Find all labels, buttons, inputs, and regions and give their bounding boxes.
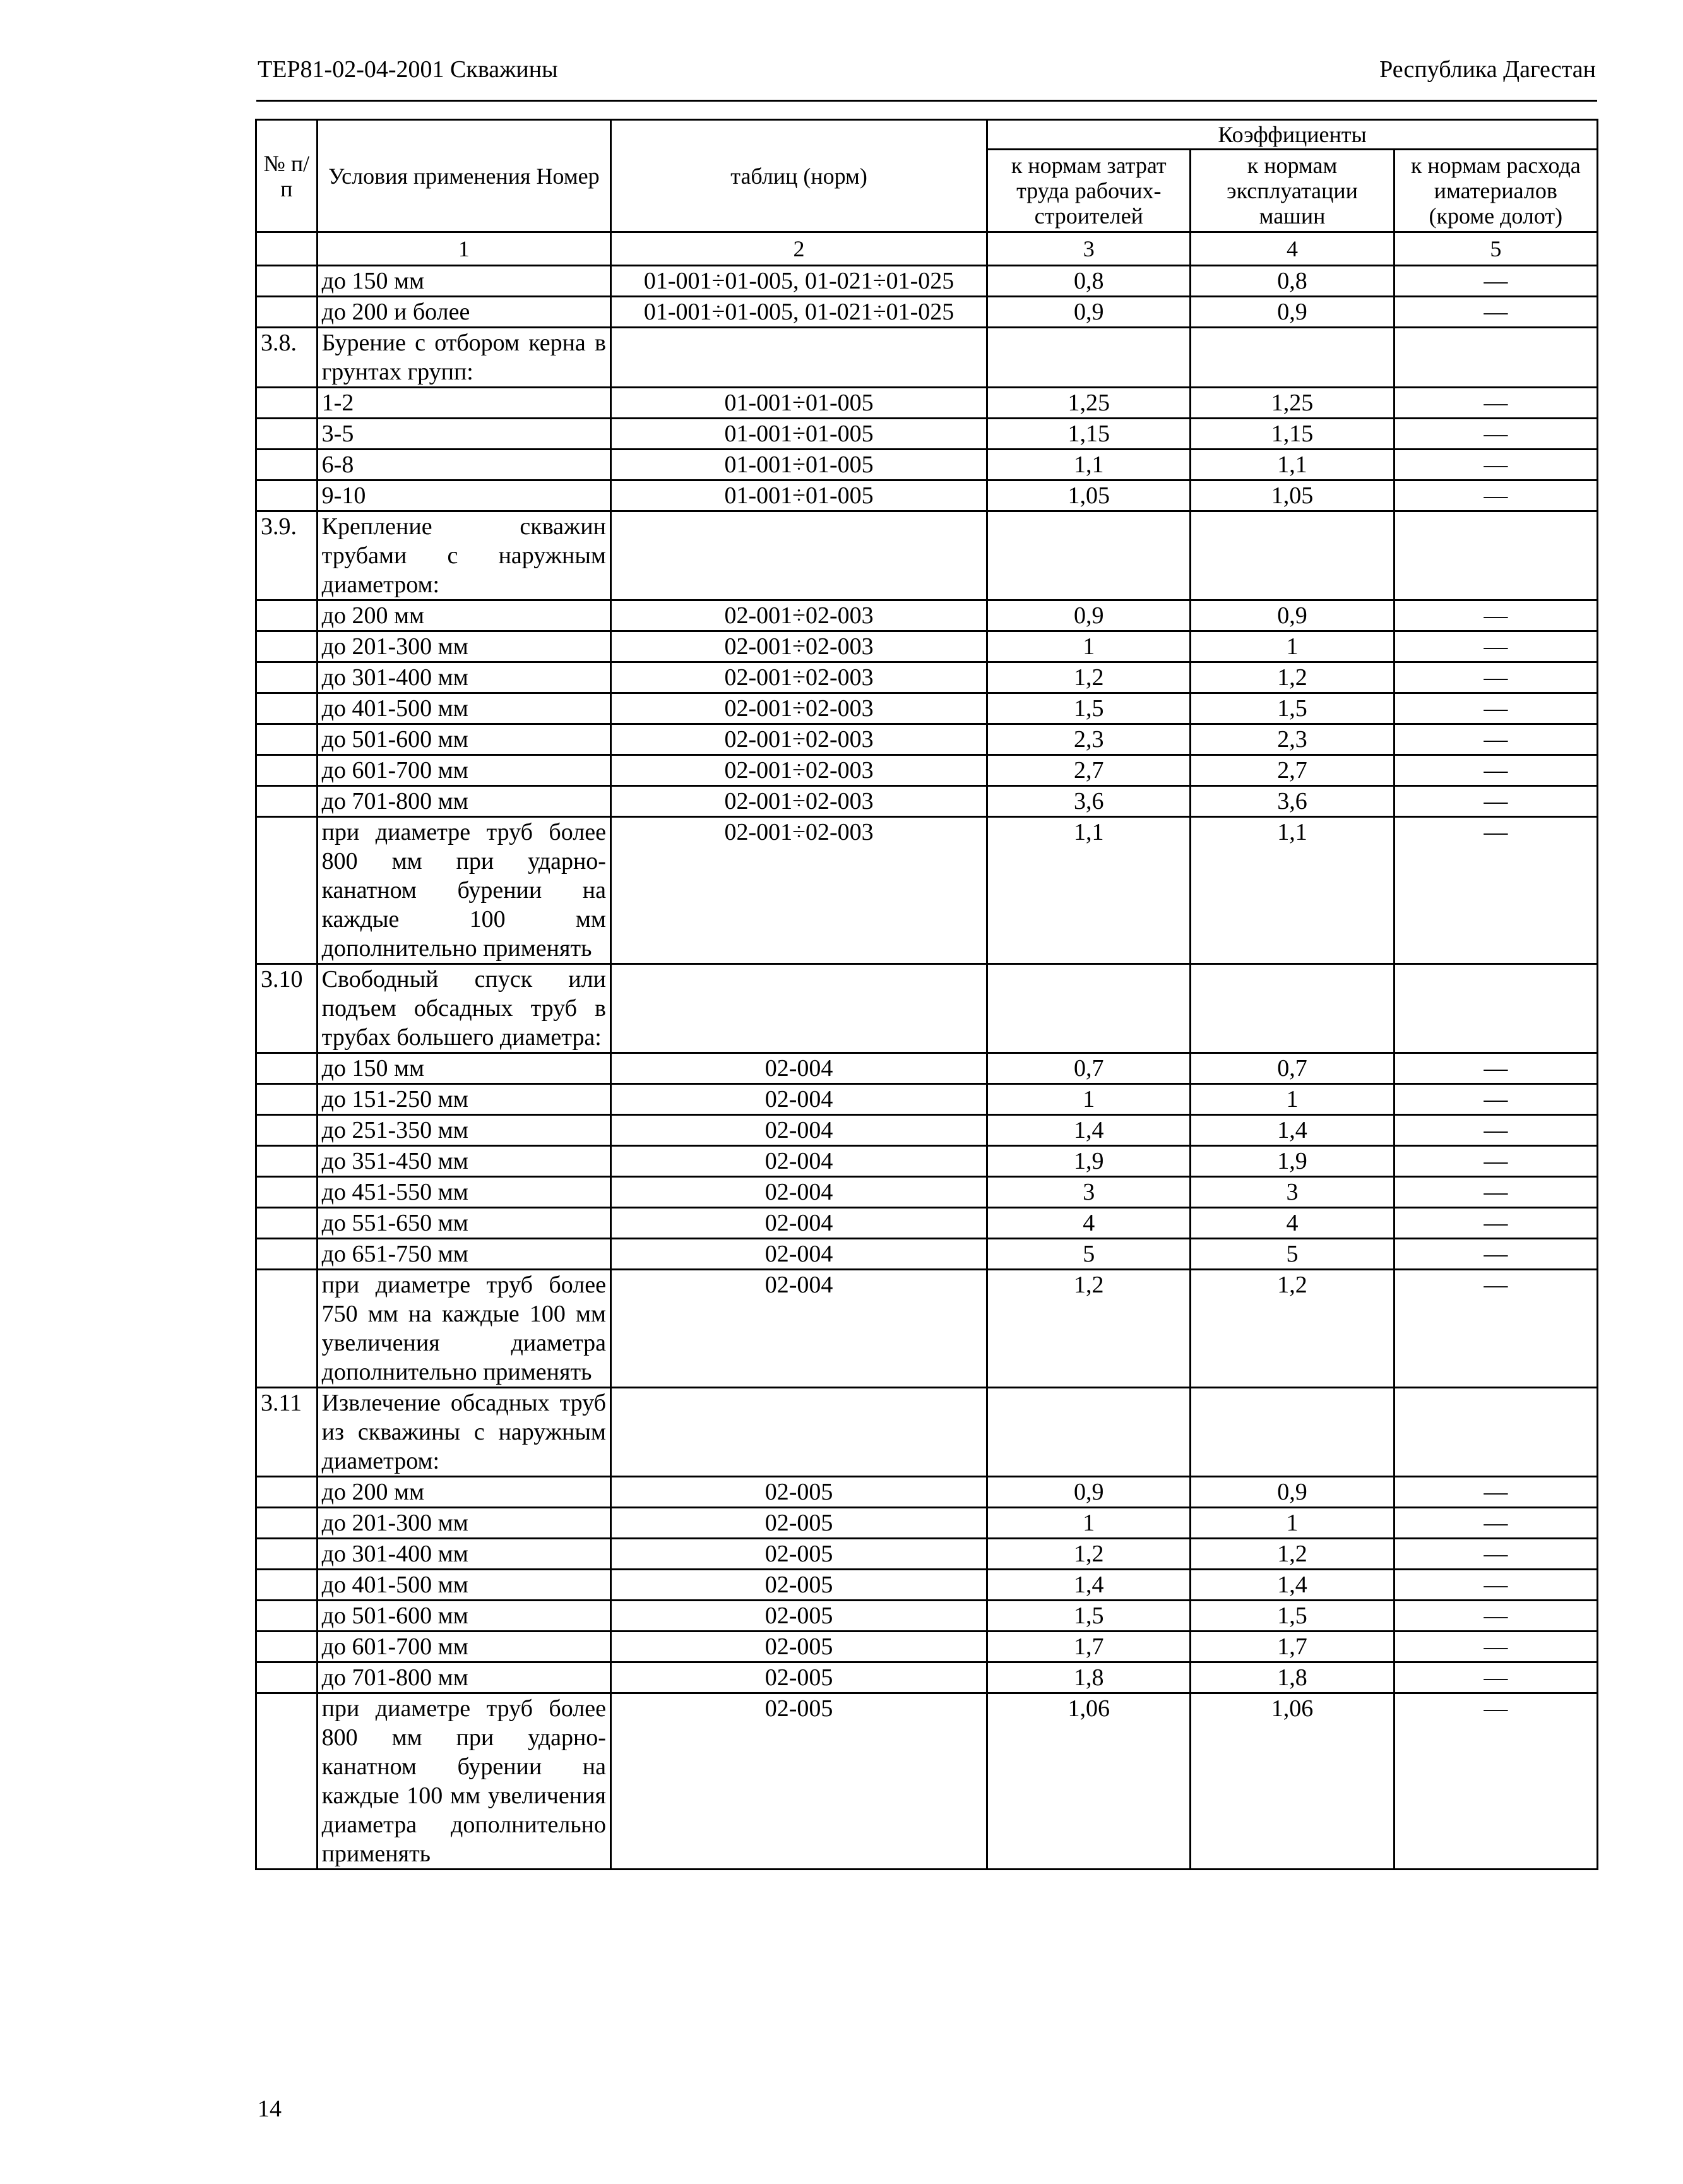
norm-tables-cell: 01-001÷01-005: [610, 480, 987, 511]
table-row: [256, 1115, 1598, 1146]
table-row: [256, 1693, 1598, 1870]
coef-labor-cell: [987, 1388, 1191, 1477]
norm-tables-cell: 01-001÷01-005: [610, 419, 987, 450]
row-number: [256, 631, 318, 662]
norm-tables-cell: 02-004: [610, 1115, 987, 1146]
coef-materials-cell: —: [1394, 419, 1597, 450]
coef-materials-cell: —: [1394, 480, 1597, 511]
norm-tables-cell: [610, 964, 987, 1053]
norm-tables-cell: 02-005: [610, 1539, 987, 1570]
row-number: [256, 1693, 318, 1870]
row-number: [256, 266, 318, 297]
column-number: 3: [987, 232, 1191, 266]
column-number: 4: [1191, 232, 1394, 266]
coef-machines-cell: 1,8: [1191, 1662, 1394, 1693]
column-number: 1: [317, 232, 610, 266]
coef-machines-cell: 1,1: [1191, 817, 1394, 964]
norm-tables-cell: 01-001÷01-005, 01-021÷01-025: [610, 297, 987, 328]
coef-machines-cell: 1,4: [1191, 1570, 1394, 1601]
norm-tables-cell: 02-001÷02-003: [610, 755, 987, 786]
condition-cell: до 251-350 мм: [317, 1115, 610, 1146]
coef-materials-cell: —: [1394, 1539, 1597, 1570]
coef-materials-cell: —: [1394, 1570, 1597, 1601]
row-number: [256, 600, 318, 631]
row-number: [256, 1053, 318, 1084]
norm-tables-cell: 02-004: [610, 1208, 987, 1239]
condition-cell: 6-8: [317, 450, 610, 480]
coef-labor-cell: 1,2: [987, 1539, 1191, 1570]
norm-tables-cell: [610, 511, 987, 600]
header-k-labor: к нормам затрат труда рабочих-строителей: [987, 150, 1191, 232]
norm-tables-cell: 02-005: [610, 1693, 987, 1870]
coef-labor-cell: 1,9: [987, 1146, 1191, 1177]
coef-labor-cell: 1: [987, 1084, 1191, 1115]
coef-materials-cell: [1394, 1388, 1597, 1477]
header-conditions: Условия применения Номер: [317, 120, 610, 232]
norm-tables-cell: 02-001÷02-003: [610, 786, 987, 817]
norm-tables-cell: 02-001÷02-003: [610, 693, 987, 724]
norm-tables-cell: 02-001÷02-003: [610, 817, 987, 964]
row-number: 3.11: [256, 1388, 318, 1477]
coef-labor-cell: 1,2: [987, 1270, 1191, 1388]
coef-materials-cell: —: [1394, 388, 1597, 419]
coef-materials-cell: —: [1394, 1084, 1597, 1115]
norm-tables-cell: 02-001÷02-003: [610, 600, 987, 631]
condition-cell: до 401-500 мм: [317, 693, 610, 724]
row-number: 3.10: [256, 964, 318, 1053]
table-row: [256, 1084, 1598, 1115]
coef-materials-cell: —: [1394, 724, 1597, 755]
table-row: [256, 817, 1598, 964]
coef-machines-cell: 4: [1191, 1208, 1394, 1239]
coef-labor-cell: 3,6: [987, 786, 1191, 817]
condition-cell: 1-2: [317, 388, 610, 419]
coef-labor-cell: 1,15: [987, 419, 1191, 450]
condition-cell: Крепление скважин трубами с наружным диаметром:: [317, 511, 610, 600]
coef-labor-cell: 1,4: [987, 1570, 1191, 1601]
condition-cell: до 200 и более: [317, 297, 610, 328]
table-row: [256, 1508, 1598, 1539]
coef-machines-cell: 0,9: [1191, 297, 1394, 328]
table-row: [256, 600, 1598, 631]
coef-materials-cell: —: [1394, 1662, 1597, 1693]
condition-cell: до 150 мм: [317, 266, 610, 297]
table-row: [256, 297, 1598, 328]
condition-cell: до 501-600 мм: [317, 1601, 610, 1632]
table-row: [256, 511, 1598, 600]
coef-labor-cell: 2,7: [987, 755, 1191, 786]
coef-materials-cell: —: [1394, 1508, 1597, 1539]
coef-machines-cell: [1191, 328, 1394, 388]
table-row: [256, 1477, 1598, 1508]
row-number: [256, 1662, 318, 1693]
row-number: [256, 1601, 318, 1632]
row-number: [256, 1208, 318, 1239]
header-k-machines: к нормам эксплуатации машин: [1191, 150, 1394, 232]
norm-tables-cell: [610, 1388, 987, 1477]
row-number: [256, 1508, 318, 1539]
condition-cell: до 150 мм: [317, 1053, 610, 1084]
coef-labor-cell: 1,5: [987, 693, 1191, 724]
header-tables: таблиц (норм): [610, 120, 987, 232]
table-row: [256, 1388, 1598, 1477]
coef-machines-cell: 1,1: [1191, 450, 1394, 480]
coef-materials-cell: —: [1394, 1053, 1597, 1084]
coef-machines-cell: 3,6: [1191, 786, 1394, 817]
coef-machines-cell: 0,7: [1191, 1053, 1394, 1084]
coef-labor-cell: 1,4: [987, 1115, 1191, 1146]
region-name: Республика Дагестан: [1379, 56, 1596, 83]
coef-materials-cell: —: [1394, 297, 1597, 328]
row-number: [256, 480, 318, 511]
header-rule: [256, 100, 1597, 102]
norm-tables-cell: 02-001÷02-003: [610, 631, 987, 662]
coef-materials-cell: —: [1394, 817, 1597, 964]
table-row: [256, 1632, 1598, 1662]
coef-machines-cell: 1,2: [1191, 1539, 1394, 1570]
coef-labor-cell: 1,2: [987, 662, 1191, 693]
coef-labor-cell: 4: [987, 1208, 1191, 1239]
coef-machines-cell: 1,4: [1191, 1115, 1394, 1146]
coef-labor-cell: 0,9: [987, 297, 1191, 328]
coef-machines-cell: 1,15: [1191, 419, 1394, 450]
row-number: [256, 1146, 318, 1177]
coef-machines-cell: 1,06: [1191, 1693, 1394, 1870]
coef-materials-cell: —: [1394, 1270, 1597, 1388]
coef-materials-cell: —: [1394, 1693, 1597, 1870]
condition-cell: до 201-300 мм: [317, 1508, 610, 1539]
coef-labor-cell: 0,9: [987, 1477, 1191, 1508]
coef-labor-cell: 1: [987, 631, 1191, 662]
coef-materials-cell: —: [1394, 1115, 1597, 1146]
coefficients-table: [255, 119, 1598, 1870]
coef-machines-cell: 1: [1191, 1084, 1394, 1115]
table-row: [256, 480, 1598, 511]
row-number: [256, 297, 318, 328]
coef-labor-cell: 1,7: [987, 1632, 1191, 1662]
condition-cell: до 151-250 мм: [317, 1084, 610, 1115]
coef-materials-cell: —: [1394, 662, 1597, 693]
row-number: [256, 724, 318, 755]
coef-labor-cell: 2,3: [987, 724, 1191, 755]
condition-cell: до 551-650 мм: [317, 1208, 610, 1239]
condition-cell: при диаметре труб более 800 мм при ударно-канатном бурении на каждые 100 мм дополнительно применять: [317, 817, 610, 964]
table-row: [256, 786, 1598, 817]
row-number: [256, 1632, 318, 1662]
norm-tables-cell: 01-001÷01-005: [610, 388, 987, 419]
condition-cell: до 200 мм: [317, 1477, 610, 1508]
table-row: [256, 328, 1598, 388]
condition-cell: до 301-400 мм: [317, 662, 610, 693]
coef-machines-cell: 2,3: [1191, 724, 1394, 755]
coef-machines-cell: [1191, 1388, 1394, 1477]
row-number: [256, 1177, 318, 1208]
coef-labor-cell: [987, 964, 1191, 1053]
coef-materials-cell: —: [1394, 1146, 1597, 1177]
condition-cell: до 651-750 мм: [317, 1239, 610, 1270]
coef-labor-cell: 0,8: [987, 266, 1191, 297]
coef-machines-cell: 1,5: [1191, 1601, 1394, 1632]
coef-labor-cell: 1,1: [987, 817, 1191, 964]
condition-cell: 3-5: [317, 419, 610, 450]
norm-tables-cell: 02-004: [610, 1053, 987, 1084]
coef-labor-cell: 1,25: [987, 388, 1191, 419]
header-k-materials: к нормам расхода иматериалов (кроме долот): [1394, 150, 1597, 232]
table-row: [256, 1601, 1598, 1632]
row-number: [256, 1084, 318, 1115]
coef-labor-cell: 1,8: [987, 1662, 1191, 1693]
coef-materials-cell: —: [1394, 786, 1597, 817]
coef-machines-cell: 2,7: [1191, 755, 1394, 786]
coef-machines-cell: 1: [1191, 1508, 1394, 1539]
coef-machines-cell: 1,2: [1191, 662, 1394, 693]
coef-labor-cell: 1: [987, 1508, 1191, 1539]
norm-tables-cell: 02-005: [610, 1508, 987, 1539]
condition-cell: при диаметре труб более 750 мм на каждые 100 мм увеличения диаметра дополнительно применять: [317, 1270, 610, 1388]
coef-machines-cell: 1,7: [1191, 1632, 1394, 1662]
table-row: [256, 1539, 1598, 1570]
table-row: [256, 1270, 1598, 1388]
column-number: 5: [1394, 232, 1597, 266]
table-row: [256, 662, 1598, 693]
coef-materials-cell: —: [1394, 1208, 1597, 1239]
row-number: [256, 817, 318, 964]
table-body: [256, 266, 1598, 1870]
coef-materials-cell: [1394, 328, 1597, 388]
coef-machines-cell: 0,8: [1191, 266, 1394, 297]
norm-tables-cell: [610, 328, 987, 388]
coef-labor-cell: 1,5: [987, 1601, 1191, 1632]
coef-materials-cell: —: [1394, 1601, 1597, 1632]
row-number: [256, 419, 318, 450]
row-number: [256, 450, 318, 480]
coef-machines-cell: [1191, 511, 1394, 600]
document-code: ТЕР81-02-04-2001 Скважины: [258, 56, 558, 83]
norm-tables-cell: 01-001÷01-005: [610, 450, 987, 480]
condition-cell: до 351-450 мм: [317, 1146, 610, 1177]
coef-labor-cell: 3: [987, 1177, 1191, 1208]
table-row: [256, 266, 1598, 297]
page-number: 14: [258, 2096, 282, 2122]
table-row: [256, 450, 1598, 480]
condition-cell: Свободный спуск или подъем обсадных труб в трубах большего диаметра:: [317, 964, 610, 1053]
coef-machines-cell: 1: [1191, 631, 1394, 662]
coef-materials-cell: —: [1394, 755, 1597, 786]
table-row: [256, 419, 1598, 450]
coef-materials-cell: [1394, 511, 1597, 600]
coef-materials-cell: —: [1394, 1177, 1597, 1208]
norm-tables-cell: 02-004: [610, 1270, 987, 1388]
coef-materials-cell: —: [1394, 1477, 1597, 1508]
table-row: [256, 1177, 1598, 1208]
coef-machines-cell: 1,25: [1191, 388, 1394, 419]
row-number: [256, 786, 318, 817]
table-row: [256, 1208, 1598, 1239]
condition-cell: до 601-700 мм: [317, 755, 610, 786]
row-number: [256, 388, 318, 419]
row-number: 3.9.: [256, 511, 318, 600]
coef-machines-cell: 1,5: [1191, 693, 1394, 724]
condition-cell: до 301-400 мм: [317, 1539, 610, 1570]
condition-cell: Бурение с отбором керна в грунтах групп:: [317, 328, 610, 388]
header-coefficients: Коэффициенты: [987, 120, 1598, 150]
coef-materials-cell: —: [1394, 450, 1597, 480]
coef-labor-cell: 1,06: [987, 1693, 1191, 1870]
table-row: [256, 1053, 1598, 1084]
coef-machines-cell: 0,9: [1191, 600, 1394, 631]
norm-tables-cell: 02-005: [610, 1570, 987, 1601]
norm-tables-cell: 02-004: [610, 1146, 987, 1177]
norm-tables-cell: 02-001÷02-003: [610, 724, 987, 755]
row-number: [256, 1270, 318, 1388]
row-number: [256, 1539, 318, 1570]
norm-tables-cell: 02-005: [610, 1477, 987, 1508]
coef-materials-cell: —: [1394, 693, 1597, 724]
table-row: [256, 631, 1598, 662]
row-number: [256, 1477, 318, 1508]
column-number: [256, 232, 318, 266]
coef-materials-cell: —: [1394, 1632, 1597, 1662]
norm-tables-cell: 02-005: [610, 1601, 987, 1632]
coef-machines-cell: [1191, 964, 1394, 1053]
row-number: [256, 1115, 318, 1146]
condition-cell: до 451-550 мм: [317, 1177, 610, 1208]
header-num: № п/п: [256, 120, 318, 232]
norm-tables-cell: 02-004: [610, 1084, 987, 1115]
condition-cell: до 200 мм: [317, 600, 610, 631]
coef-machines-cell: 1,9: [1191, 1146, 1394, 1177]
table-row: [256, 693, 1598, 724]
table-row: [256, 388, 1598, 419]
coef-machines-cell: 1,2: [1191, 1270, 1394, 1388]
coef-machines-cell: 0,9: [1191, 1477, 1394, 1508]
condition-cell: до 501-600 мм: [317, 724, 610, 755]
table-row: [256, 1570, 1598, 1601]
coef-machines-cell: 3: [1191, 1177, 1394, 1208]
norm-tables-cell: 02-005: [610, 1632, 987, 1662]
norm-tables-cell: 02-004: [610, 1177, 987, 1208]
coef-materials-cell: —: [1394, 600, 1597, 631]
condition-cell: до 601-700 мм: [317, 1632, 610, 1662]
table-row: [256, 755, 1598, 786]
row-number: 3.8.: [256, 328, 318, 388]
table-row: [256, 724, 1598, 755]
page-header: [258, 56, 1596, 93]
norm-tables-cell: 02-004: [610, 1239, 987, 1270]
coef-materials-cell: —: [1394, 266, 1597, 297]
condition-cell: 9-10: [317, 480, 610, 511]
coef-materials-cell: [1394, 964, 1597, 1053]
table-row: [256, 1662, 1598, 1693]
coef-machines-cell: 1,05: [1191, 480, 1394, 511]
table-row: [256, 1146, 1598, 1177]
table-row: [256, 964, 1598, 1053]
condition-cell: до 201-300 мм: [317, 631, 610, 662]
row-number: [256, 1570, 318, 1601]
coef-labor-cell: 5: [987, 1239, 1191, 1270]
condition-cell: Извлечение обсадных труб из скважины с наружным диаметром:: [317, 1388, 610, 1477]
coef-labor-cell: 1,1: [987, 450, 1191, 480]
table-row: [256, 1239, 1598, 1270]
row-number: [256, 1239, 318, 1270]
norm-tables-cell: 01-001÷01-005, 01-021÷01-025: [610, 266, 987, 297]
coef-materials-cell: —: [1394, 631, 1597, 662]
column-number: 2: [610, 232, 987, 266]
coef-labor-cell: [987, 511, 1191, 600]
coef-labor-cell: [987, 328, 1191, 388]
coef-labor-cell: 0,9: [987, 600, 1191, 631]
row-number: [256, 662, 318, 693]
norm-tables-cell: 02-005: [610, 1662, 987, 1693]
condition-cell: до 401-500 мм: [317, 1570, 610, 1601]
row-number: [256, 755, 318, 786]
condition-cell: до 701-800 мм: [317, 1662, 610, 1693]
condition-cell: при диаметре труб более 800 мм при ударно-канатном бурении на каждые 100 мм увеличения диаметра дополнительно применять: [317, 1693, 610, 1870]
coef-labor-cell: 1,05: [987, 480, 1191, 511]
coef-materials-cell: —: [1394, 1239, 1597, 1270]
norm-tables-cell: 02-001÷02-003: [610, 662, 987, 693]
coef-labor-cell: 0,7: [987, 1053, 1191, 1084]
row-number: [256, 693, 318, 724]
coef-machines-cell: 5: [1191, 1239, 1394, 1270]
condition-cell: до 701-800 мм: [317, 786, 610, 817]
